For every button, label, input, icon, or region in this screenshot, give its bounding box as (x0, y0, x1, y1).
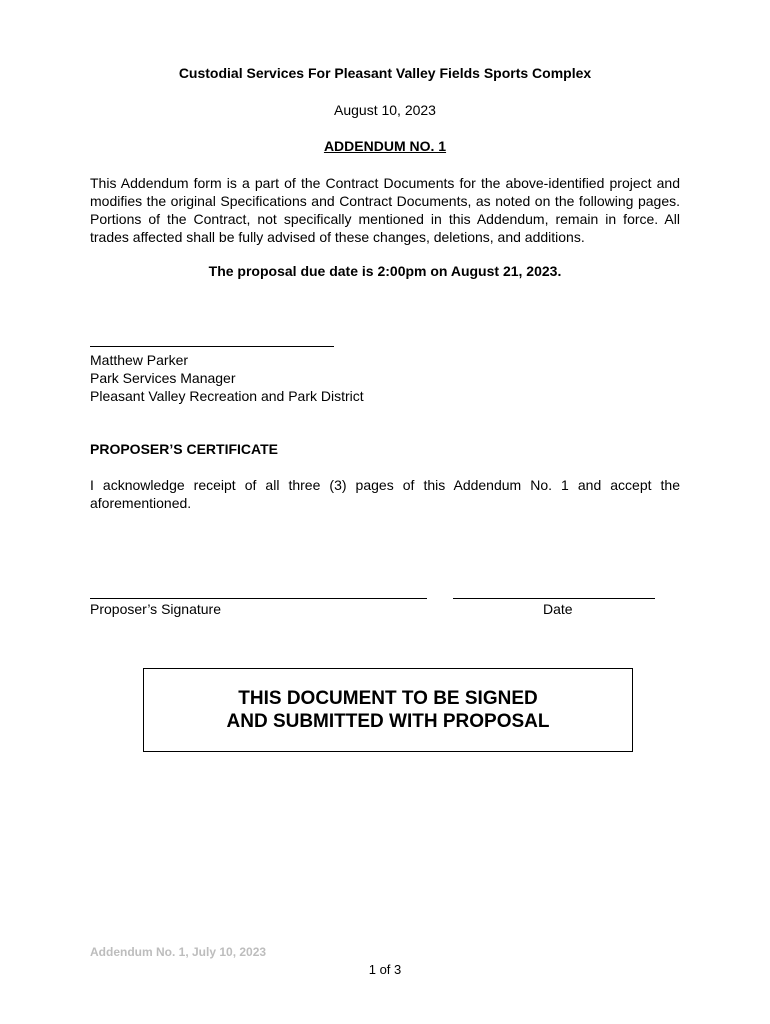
intro-paragraph: This Addendum form is a part of the Contract Documents for the above-identified project and modifies the original Specifications and Contract Documents, as noted on the following pages. Portions of the Contract, not specifically mentioned in this Addendum, remain in force. All trades affected shall be fully advised of these changes, deletions, and additions. (90, 175, 680, 245)
certificate-heading: PROPOSER’S CERTIFICATE (90, 441, 278, 457)
signer-signature-line (90, 346, 334, 347)
notice-line-1: THIS DOCUMENT TO BE SIGNED (238, 688, 538, 709)
submission-notice-box (143, 668, 633, 752)
proposer-signature-line (90, 598, 427, 599)
addendum-heading-text: ADDENDUM NO. 1 (323, 138, 447, 154)
signer-name: Matthew Parker (90, 352, 189, 368)
page-number: 1 of 3 (368, 962, 402, 977)
addendum-heading (0, 138, 770, 154)
due-date-notice: The proposal due date is 2:00pm on August 21, 2023. (208, 263, 562, 279)
date-label: Date (543, 601, 573, 617)
date-line (453, 598, 655, 599)
document-date: August 10, 2023 (334, 102, 436, 118)
signer-title: Park Services Manager (90, 370, 236, 386)
notice-line-2: AND SUBMITTED WITH PROPOSAL (226, 711, 550, 732)
document-title: Custodial Services For Pleasant Valley Fields Sports Complex (178, 65, 592, 81)
signer-organization: Pleasant Valley Recreation and Park District (90, 388, 364, 404)
footer-addendum-reference: Addendum No. 1, July 10, 2023 (90, 945, 267, 959)
proposer-signature-label: Proposer’s Signature (90, 601, 222, 617)
certificate-text: I acknowledge receipt of all three (3) pages of this Addendum No. 1 and accept the aforementioned. (90, 477, 680, 511)
